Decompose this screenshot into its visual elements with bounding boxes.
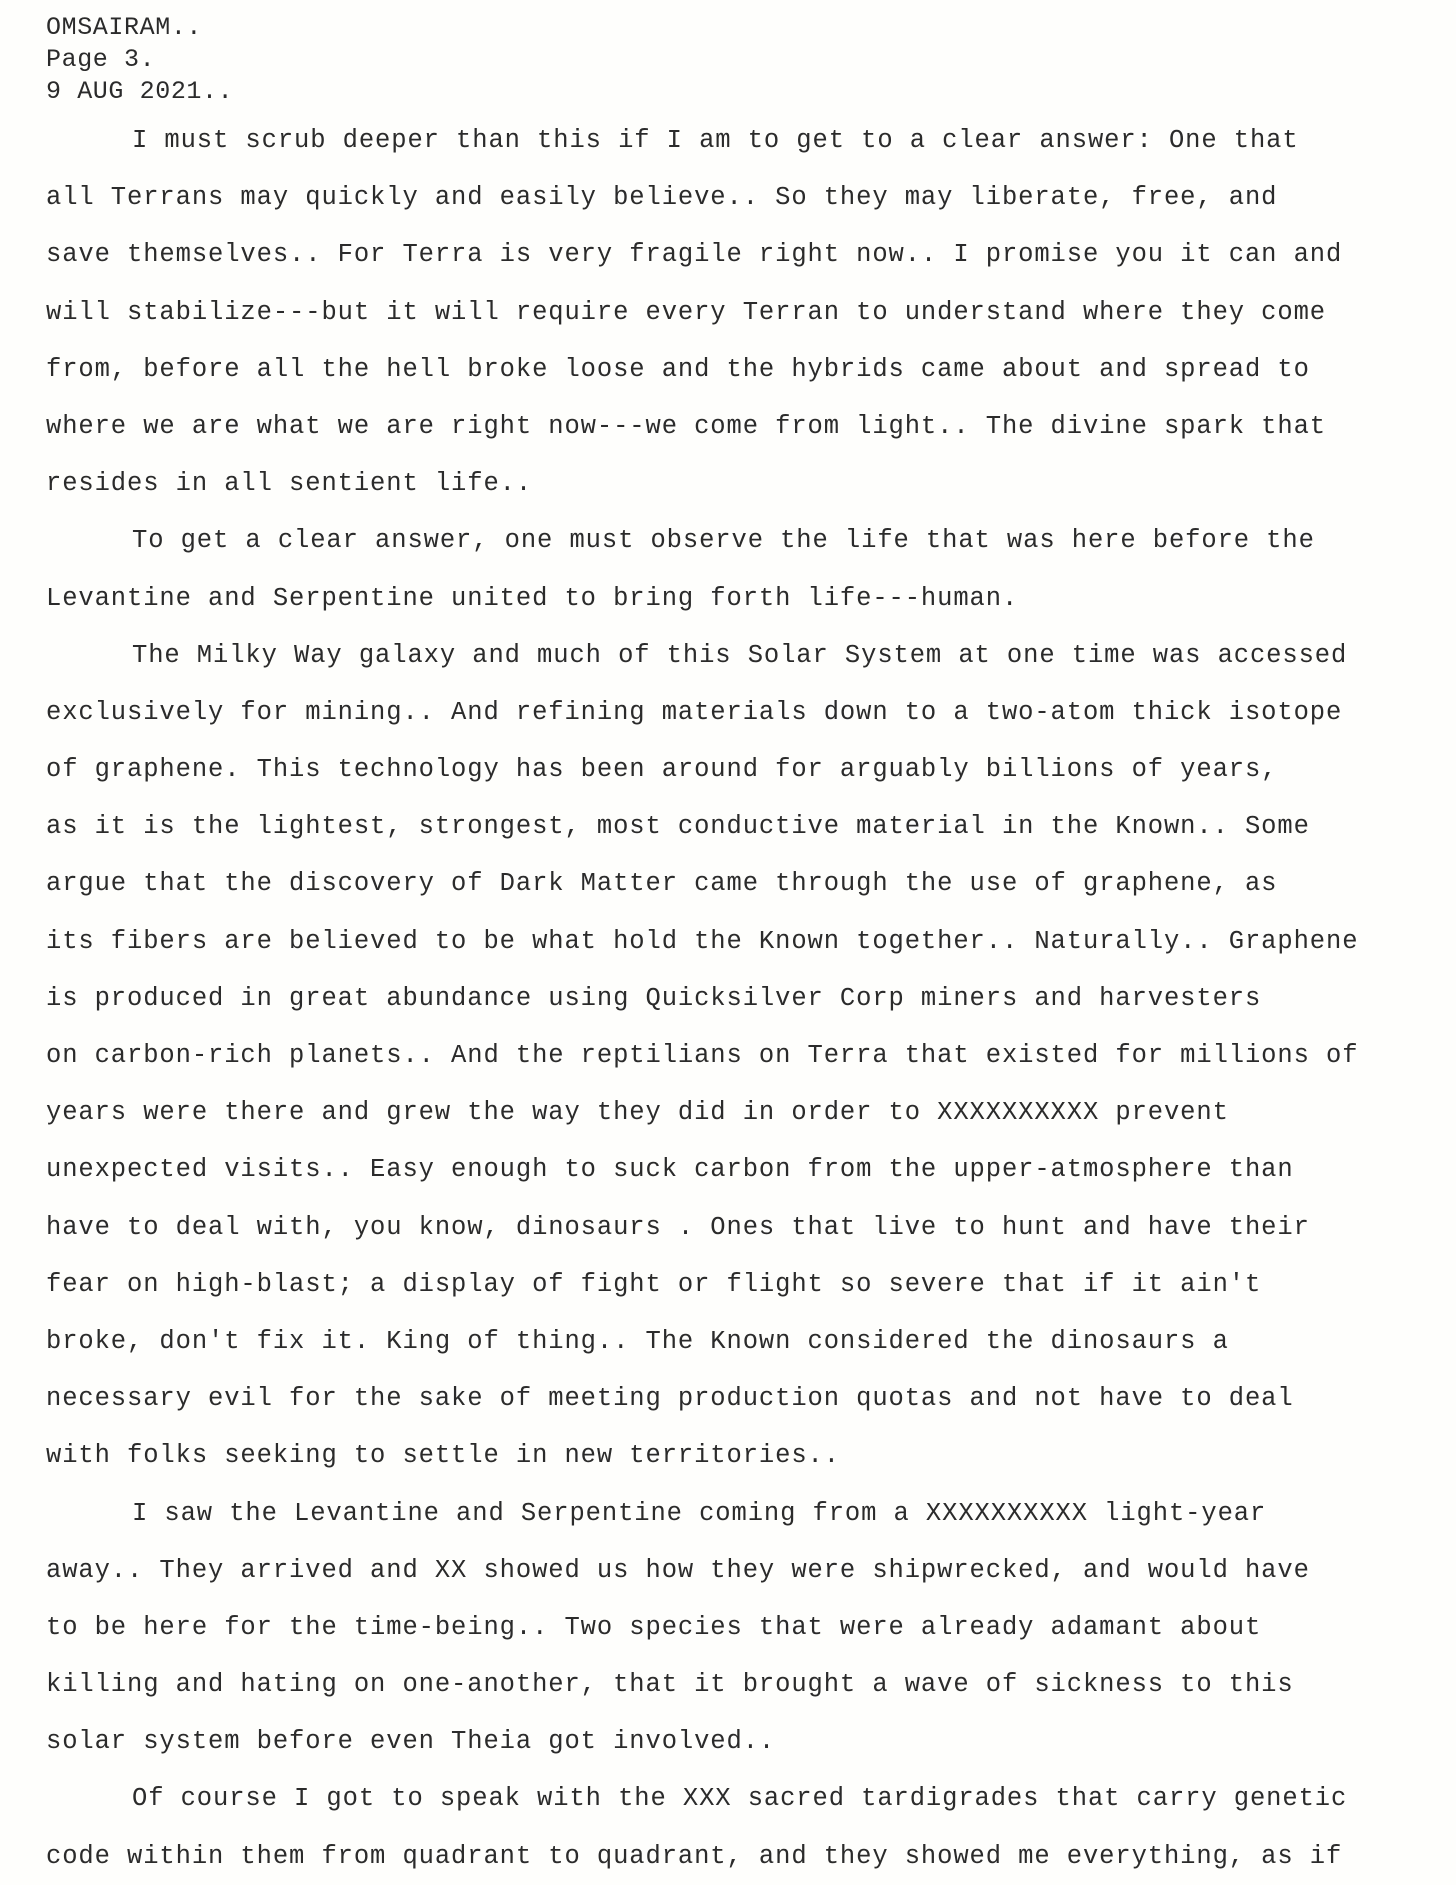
text-line: The Milky Way galaxy and much of this Solar System at one time was accessed <box>132 640 1348 670</box>
text-line: save themselves.. For Terra is very fragile right now.. I promise you it can and <box>46 240 1343 270</box>
text-line: necessary evil for the sake of meeting production quotas and not have to deal <box>46 1384 1294 1414</box>
text-line: as it is the lightest, strongest, most conductive material in the Known.. Some <box>46 812 1310 842</box>
text-line: Of course I got to speak with the XXX sacred tardigrades that carry genetic <box>132 1784 1348 1814</box>
text-line: will stabilize---but it will require every Terran to understand where they come <box>46 297 1326 327</box>
text-line: its fibers are believed to be what hold the Known together.. Naturally.. Graphene <box>46 926 1359 956</box>
text-line: Levantine and Serpentine united to bring forth life---human. <box>46 583 1019 613</box>
text-line: away.. They arrived and XX showed us how they were shipwrecked, and would have <box>46 1555 1310 1585</box>
text-line: is produced in great abundance using Quicksilver Corp miners and harvesters <box>46 983 1262 1013</box>
text-line: to be here for the time-being.. Two species that were already adamant about <box>46 1612 1262 1642</box>
text-line: from, before all the hell broke loose and the hybrids came about and spread to <box>46 354 1310 384</box>
text-line: on carbon-rich planets.. And the reptilians on Terra that existed for millions of <box>46 1041 1359 1070</box>
text-line: I saw the Levantine and Serpentine coming from a XXXXXXXXXX light-year <box>132 1498 1267 1528</box>
text-line: resides in all sentient life.. <box>46 469 533 499</box>
paragraph-1 <box>46 112 1426 512</box>
paragraph-4 <box>46 1485 1426 1771</box>
text-line: exclusively for mining.. And refining materials down to a two-atom thick isotope <box>46 697 1343 727</box>
text-line: unexpected visits.. Easy enough to suck carbon from the upper-atmosphere than <box>46 1155 1294 1185</box>
paragraph-2 <box>46 512 1426 626</box>
page-number: Page 3. <box>46 45 156 74</box>
text-line: code within them from quadrant to quadrant, and they showed me everything, as if <box>46 1841 1343 1871</box>
text-line: all Terrans may quickly and easily believe.. So they may liberate, free, and <box>46 183 1278 213</box>
page-date: 9 AUG 2021.. <box>46 77 234 106</box>
page-header <box>46 12 233 108</box>
text-line: I must scrub deeper than this if I am to get to a clear answer: One that <box>132 126 1299 155</box>
paragraph-3 <box>46 627 1426 1485</box>
text-line: solar system before even Theia got involved.. <box>46 1727 776 1757</box>
text-line: have to deal with, you know, dinosaurs . Ones that live to hunt and have their <box>46 1212 1310 1242</box>
text-line: argue that the discovery of Dark Matter came through the use of graphene, as <box>46 869 1278 899</box>
text-line: with folks seeking to settle in new territories.. <box>46 1441 840 1471</box>
text-line: broke, don't fix it. King of thing.. The Known considered the dinosaurs a <box>46 1326 1229 1356</box>
text-line: killing and hating on one-another, that it brought a wave of sickness to this <box>46 1670 1294 1700</box>
text-line: years were there and grew the way they did in order to XXXXXXXXXX prevent <box>46 1098 1229 1128</box>
text-line: where we are what we are right now---we come from light.. The divine spark that <box>46 411 1326 441</box>
page-body <box>46 112 1426 1885</box>
paragraph-5 <box>46 1770 1426 1884</box>
text-line: of graphene. This technology has been around for arguably billions of years, <box>46 755 1278 785</box>
text-line: fear on high-blast; a display of fight or flight so severe that if it ain't <box>46 1269 1262 1299</box>
header-title: OMSAIRAM.. <box>46 13 203 42</box>
text-line: To get a clear answer, one must observe the life that was here before the <box>132 526 1315 556</box>
